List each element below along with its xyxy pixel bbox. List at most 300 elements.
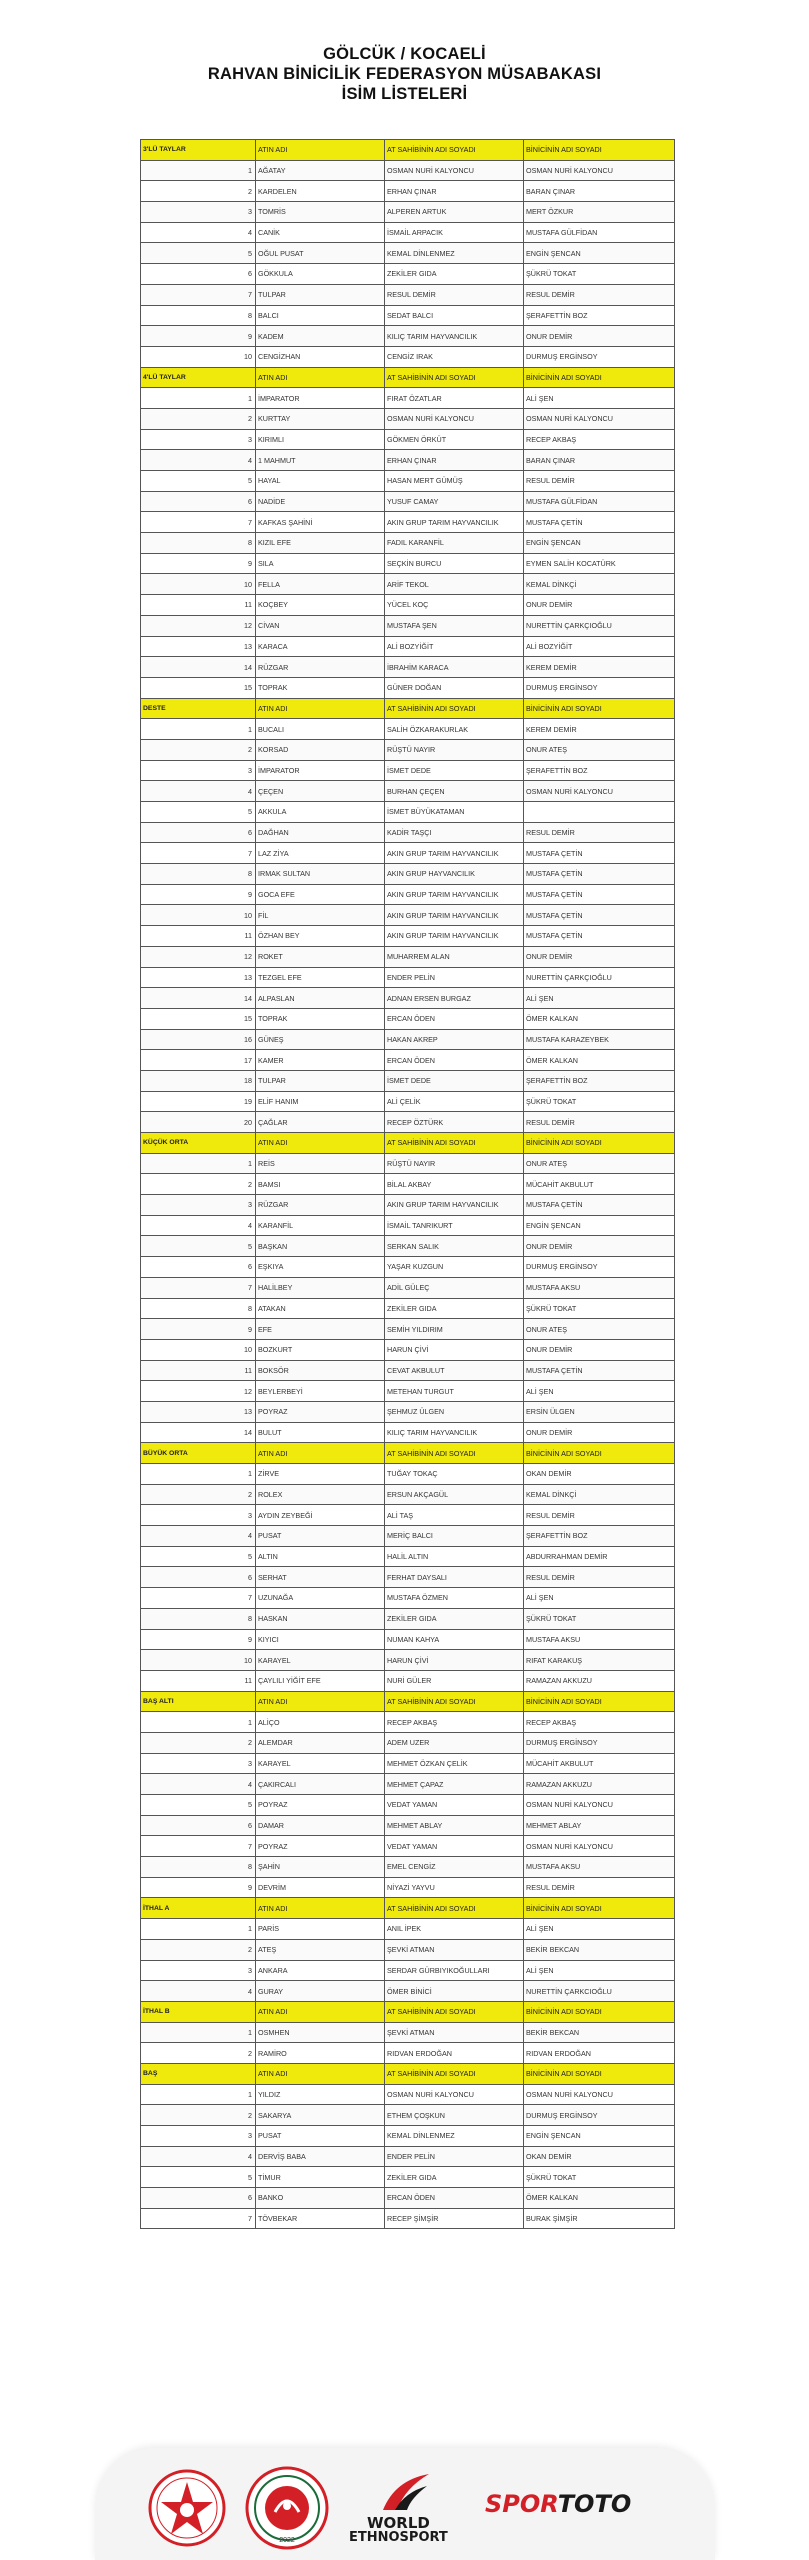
- owner-name: ZEKİLER GIDA: [385, 264, 524, 285]
- owner-name: ANIL İPEK: [385, 1919, 524, 1940]
- table-row: [141, 1670, 675, 1691]
- rider-name: MUSTAFA ÇETİN: [524, 926, 675, 947]
- horse-name: BANKO: [256, 2188, 385, 2209]
- rider-name: ONUR DEMİR: [524, 1339, 675, 1360]
- table-row: [141, 677, 675, 698]
- horse-name: DEVRİM: [256, 1877, 385, 1898]
- row-number: 4: [141, 1215, 256, 1236]
- horse-name: ELİF HANIM: [256, 1091, 385, 1112]
- row-number: 2: [141, 181, 256, 202]
- row-number: 8: [141, 864, 256, 885]
- row-number: 8: [141, 533, 256, 554]
- table-row: [141, 1360, 675, 1381]
- row-number: 7: [141, 1836, 256, 1857]
- category-name: 3'LÜ TAYLAR: [141, 140, 256, 161]
- rider-name: NURETTİN ÇARKCIOĞLU: [524, 1981, 675, 2002]
- rider-name: OSMAN NURİ KALYONCU: [524, 2084, 675, 2105]
- horse-name: KORSAD: [256, 739, 385, 760]
- horse-name: GOCA EFE: [256, 884, 385, 905]
- owner-name: ERCAN ÖDEN: [385, 2188, 524, 2209]
- column-header-rider: BİNİCİNİN ADI SOYADI: [524, 140, 675, 161]
- ethnosport-flame-icon: [375, 2470, 435, 2514]
- category-name: 4'LÜ TAYLAR: [141, 367, 256, 388]
- horse-name: DERVİŞ BABA: [256, 2146, 385, 2167]
- row-number: 2: [141, 2105, 256, 2126]
- row-number: 7: [141, 1588, 256, 1609]
- table-row: [141, 2167, 675, 2188]
- row-number: 1: [141, 160, 256, 181]
- row-number: 9: [141, 884, 256, 905]
- horse-name: ÇEÇEN: [256, 781, 385, 802]
- row-number: 3: [141, 1505, 256, 1526]
- rider-name: MUSTAFA ÇETİN: [524, 1195, 675, 1216]
- table-row: [141, 843, 675, 864]
- rider-name: RESUL DEMİR: [524, 1505, 675, 1526]
- horse-name: ÇAĞLAR: [256, 1112, 385, 1133]
- rider-name: ERSİN ÜLGEN: [524, 1401, 675, 1422]
- table-row: [141, 636, 675, 657]
- horse-name: BULUT: [256, 1422, 385, 1443]
- rider-name: RESUL DEMİR: [524, 471, 675, 492]
- owner-name: NURİ GÜLER: [385, 1670, 524, 1691]
- horse-name: AYDIN ZEYBEĞİ: [256, 1505, 385, 1526]
- owner-name: ADNAN ERSEN BURGAZ: [385, 988, 524, 1009]
- table-row: [141, 1546, 675, 1567]
- rider-name: OSMAN NURİ KALYONCU: [524, 1795, 675, 1816]
- table-row: [141, 1650, 675, 1671]
- table-row: [141, 512, 675, 533]
- horse-name: ALPASLAN: [256, 988, 385, 1009]
- world-ethnosport-logo: [345, 2470, 485, 2550]
- table-row: [141, 1484, 675, 1505]
- rider-name: ONUR DEMİR: [524, 595, 675, 616]
- table-row: [141, 1277, 675, 1298]
- owner-name: FERHAT DAYSALI: [385, 1567, 524, 1588]
- table-row: [141, 657, 675, 678]
- row-number: 10: [141, 1650, 256, 1671]
- table-row: [141, 1464, 675, 1485]
- table-row: [141, 905, 675, 926]
- owner-name: RESUL DEMİR: [385, 284, 524, 305]
- category-header-row: [141, 1898, 675, 1919]
- column-header-owner: AT SAHİBİNİN ADI SOYADI: [385, 367, 524, 388]
- owner-name: ADEM UZER: [385, 1732, 524, 1753]
- owner-name: HARUN ÇİVİ: [385, 1650, 524, 1671]
- column-header-horse: ATIN ADI: [256, 1898, 385, 1919]
- owner-name: BİLAL AKBAY: [385, 1174, 524, 1195]
- horse-name: DAMAR: [256, 1815, 385, 1836]
- rider-name: RIDVAN ERDOĞAN: [524, 2043, 675, 2064]
- column-header-owner: AT SAHİBİNİN ADI SOYADI: [385, 2063, 524, 2084]
- row-number: 4: [141, 781, 256, 802]
- owner-name: MEHMET ÇAPAZ: [385, 1774, 524, 1795]
- row-number: 6: [141, 1567, 256, 1588]
- rider-name: ONUR ATEŞ: [524, 1153, 675, 1174]
- rider-name: OKAN DEMİR: [524, 2146, 675, 2167]
- category-header-row: [141, 2063, 675, 2084]
- column-header-owner: AT SAHİBİNİN ADI SOYADI: [385, 1691, 524, 1712]
- owner-name: İSMET DEDE: [385, 1070, 524, 1091]
- rider-name: MUSTAFA ÇETİN: [524, 843, 675, 864]
- horse-name: KARAYEL: [256, 1650, 385, 1671]
- entries-table: [140, 139, 675, 2229]
- sportoto-logo: [485, 2490, 631, 2518]
- owner-name: OSMAN NURİ KALYONCU: [385, 408, 524, 429]
- horse-name: SILA: [256, 553, 385, 574]
- table-row: [141, 1422, 675, 1443]
- row-number: 2: [141, 1174, 256, 1195]
- rider-name: ŞERAFETTİN BOZ: [524, 1526, 675, 1547]
- rider-name: BURAK ŞİMŞİR: [524, 2208, 675, 2229]
- rider-name: DURMUŞ ERGİNSOY: [524, 2105, 675, 2126]
- row-number: 11: [141, 926, 256, 947]
- table-row: [141, 1732, 675, 1753]
- column-header-owner: AT SAHİBİNİN ADI SOYADI: [385, 1133, 524, 1154]
- table-row: [141, 264, 675, 285]
- rider-name: NURETTİN ÇARKÇIOĞLU: [524, 967, 675, 988]
- table-row: [141, 1195, 675, 1216]
- category-name: BÜYÜK ORTA: [141, 1443, 256, 1464]
- rider-name: ENGİN ŞENCAN: [524, 243, 675, 264]
- rider-name: OSMAN NURİ KALYONCU: [524, 160, 675, 181]
- rider-name: MUSTAFA ÇETİN: [524, 884, 675, 905]
- horse-name: OĞUL PUSAT: [256, 243, 385, 264]
- table-row: [141, 2126, 675, 2147]
- table-row: [141, 802, 675, 823]
- row-number: 2: [141, 739, 256, 760]
- table-row: [141, 1608, 675, 1629]
- rider-name: RESUL DEMİR: [524, 822, 675, 843]
- row-number: 17: [141, 1050, 256, 1071]
- table-row: [141, 1857, 675, 1878]
- owner-name: ŞEVKİ ATMAN: [385, 2022, 524, 2043]
- row-number: 8: [141, 305, 256, 326]
- table-row: [141, 1939, 675, 1960]
- row-number: 3: [141, 1753, 256, 1774]
- horse-name: KAFKAS ŞAHİNİ: [256, 512, 385, 533]
- owner-name: HARUN ÇİVİ: [385, 1339, 524, 1360]
- table-row: [141, 1174, 675, 1195]
- row-number: 4: [141, 1774, 256, 1795]
- rider-name: RECEP AKBAŞ: [524, 1712, 675, 1733]
- owner-name: İSMET DEDE: [385, 760, 524, 781]
- column-header-owner: AT SAHİBİNİN ADI SOYADI: [385, 140, 524, 161]
- owner-name: ŞEVKİ ATMAN: [385, 1939, 524, 1960]
- horse-name: SERHAT: [256, 1567, 385, 1588]
- column-header-owner: AT SAHİBİNİN ADI SOYADI: [385, 1898, 524, 1919]
- horse-name: OSMHEN: [256, 2022, 385, 2043]
- horse-name: KARAYEL: [256, 1753, 385, 1774]
- table-row: [141, 1795, 675, 1816]
- owner-name: ERHAN ÇINAR: [385, 181, 524, 202]
- horse-name: HALİLBEY: [256, 1277, 385, 1298]
- row-number: 11: [141, 1360, 256, 1381]
- owner-name: EMEL CENGİZ: [385, 1857, 524, 1878]
- rider-name: EYMEN SALİH KOCATÜRK: [524, 553, 675, 574]
- rider-name: ŞERAFETTİN BOZ: [524, 760, 675, 781]
- horse-name: EFE: [256, 1319, 385, 1340]
- column-header-horse: ATIN ADI: [256, 2001, 385, 2022]
- owner-name: ENDER PELİN: [385, 967, 524, 988]
- rider-name: ÖMER KALKAN: [524, 1050, 675, 1071]
- owner-name: ZEKİLER GIDA: [385, 1608, 524, 1629]
- title-event: RAHVAN BİNİCİLİK FEDERASYON MÜSABAKASI: [207, 65, 602, 83]
- row-number: 5: [141, 1546, 256, 1567]
- row-number: 10: [141, 346, 256, 367]
- table-row: [141, 2022, 675, 2043]
- horse-name: ÖZHAN BEY: [256, 926, 385, 947]
- rider-name: ÖMER KALKAN: [524, 2188, 675, 2209]
- row-number: 3: [141, 429, 256, 450]
- column-header-owner: AT SAHİBİNİN ADI SOYADI: [385, 698, 524, 719]
- owner-name: KEMAL DİNLENMEZ: [385, 243, 524, 264]
- horse-name: TULPAR: [256, 284, 385, 305]
- table-row: [141, 739, 675, 760]
- table-row: [141, 2043, 675, 2064]
- horse-name: ATAKAN: [256, 1298, 385, 1319]
- owner-name: KEMAL DİNLENMEZ: [385, 2126, 524, 2147]
- owner-name: AKIN GRUP TARIM HAYVANCILIK: [385, 512, 524, 533]
- row-number: 5: [141, 2167, 256, 2188]
- rider-name: RAMAZAN AKKUZU: [524, 1670, 675, 1691]
- horse-name: POYRAZ: [256, 1401, 385, 1422]
- rider-name: DURMUŞ ERGİNSOY: [524, 1257, 675, 1278]
- row-number: 15: [141, 1008, 256, 1029]
- owner-name: RECEP AKBAŞ: [385, 1712, 524, 1733]
- horse-name: GURAY: [256, 1981, 385, 2002]
- horse-name: BOKSÖR: [256, 1360, 385, 1381]
- row-number: 5: [141, 802, 256, 823]
- row-number: 4: [141, 222, 256, 243]
- category-header-row: [141, 367, 675, 388]
- owner-name: ETHEM ÇOŞKUN: [385, 2105, 524, 2126]
- row-number: 6: [141, 822, 256, 843]
- row-number: 19: [141, 1091, 256, 1112]
- column-header-horse: ATIN ADI: [256, 1691, 385, 1712]
- rider-name: NURETTİN ÇARKÇIOĞLU: [524, 615, 675, 636]
- horse-name: PUSAT: [256, 2126, 385, 2147]
- column-header-owner: AT SAHİBİNİN ADI SOYADI: [385, 2001, 524, 2022]
- horse-name: BEYLERBEYİ: [256, 1381, 385, 1402]
- horse-name: İMPARATOR: [256, 760, 385, 781]
- row-number: 1: [141, 2084, 256, 2105]
- owner-name: NİYAZİ YAYVU: [385, 1877, 524, 1898]
- horse-name: TOMRİS: [256, 202, 385, 223]
- rider-name: MUSTAFA AKSU: [524, 1857, 675, 1878]
- rider-name: KEREM DEMİR: [524, 657, 675, 678]
- owner-name: KILIÇ TARIM HAYVANCILIK: [385, 326, 524, 347]
- owner-name: NUMAN KAHYA: [385, 1629, 524, 1650]
- table-row: [141, 967, 675, 988]
- owner-name: MEHMET ÖZKAN ÇELİK: [385, 1753, 524, 1774]
- row-number: 12: [141, 946, 256, 967]
- owner-name: ERCAN ÖDEN: [385, 1050, 524, 1071]
- rider-name: ŞERAFETTİN BOZ: [524, 1070, 675, 1091]
- rider-name: BEKİR BEKCAN: [524, 1939, 675, 1960]
- owner-name: ERCAN ÖDEN: [385, 1008, 524, 1029]
- row-number: 1: [141, 1919, 256, 1940]
- owner-name: AKIN GRUP TARIM HAYVANCILIK: [385, 884, 524, 905]
- row-number: 5: [141, 243, 256, 264]
- owner-name: İSMAİL ARPACIK: [385, 222, 524, 243]
- owner-name: VEDAT YAMAN: [385, 1795, 524, 1816]
- horse-name: TULPAR: [256, 1070, 385, 1091]
- rider-name: ALİ ŞEN: [524, 1588, 675, 1609]
- table-row: [141, 1774, 675, 1795]
- category-name: BAŞ ALTI: [141, 1691, 256, 1712]
- horse-name: ATEŞ: [256, 1939, 385, 1960]
- row-number: 6: [141, 264, 256, 285]
- owner-name: METEHAN TURGUT: [385, 1381, 524, 1402]
- owner-name: HALİL ALTIN: [385, 1546, 524, 1567]
- owner-name: FIRAT ÖZATLAR: [385, 388, 524, 409]
- owner-name: ERHAN ÇINAR: [385, 450, 524, 471]
- rider-name: RECEP AKBAŞ: [524, 429, 675, 450]
- horse-name: EŞKIYA: [256, 1257, 385, 1278]
- rider-name: ONUR DEMİR: [524, 1236, 675, 1257]
- owner-name: SEÇKİN BURCU: [385, 553, 524, 574]
- table-row: [141, 864, 675, 885]
- owner-name: SALİH ÖZKARAKURLAK: [385, 719, 524, 740]
- rider-name: RIFAT KARAKUŞ: [524, 1650, 675, 1671]
- rider-name: DURMUŞ ERGİNSOY: [524, 1732, 675, 1753]
- horse-name: KARDELEN: [256, 181, 385, 202]
- row-number: 9: [141, 553, 256, 574]
- horse-name: KAMER: [256, 1050, 385, 1071]
- table-row: [141, 1526, 675, 1547]
- row-number: 7: [141, 284, 256, 305]
- rider-name: MEHMET ABLAY: [524, 1815, 675, 1836]
- rider-name: MUSTAFA GÜLFİDAN: [524, 491, 675, 512]
- table-row: [141, 326, 675, 347]
- row-number: 1: [141, 719, 256, 740]
- row-number: 20: [141, 1112, 256, 1133]
- row-number: 11: [141, 1670, 256, 1691]
- owner-name: ZEKİLER GIDA: [385, 1298, 524, 1319]
- table-row: [141, 408, 675, 429]
- table-row: [141, 1381, 675, 1402]
- owner-name: HAKAN AKREP: [385, 1029, 524, 1050]
- rider-name: KEMAL DİNKÇİ: [524, 1484, 675, 1505]
- column-header-rider: BİNİCİNİN ADI SOYADI: [524, 1691, 675, 1712]
- row-number: 4: [141, 450, 256, 471]
- row-number: 18: [141, 1070, 256, 1091]
- row-number: 9: [141, 326, 256, 347]
- horse-name: REİS: [256, 1153, 385, 1174]
- rider-name: MUSTAFA ÇETİN: [524, 1360, 675, 1381]
- table-row: [141, 1877, 675, 1898]
- table-row: [141, 243, 675, 264]
- category-name: BAŞ: [141, 2063, 256, 2084]
- column-header-rider: BİNİCİNİN ADI SOYADI: [524, 367, 675, 388]
- row-number: 6: [141, 1257, 256, 1278]
- row-number: 14: [141, 988, 256, 1009]
- row-number: 6: [141, 491, 256, 512]
- column-header-horse: ATIN ADI: [256, 367, 385, 388]
- rider-name: RESUL DEMİR: [524, 1112, 675, 1133]
- row-number: 3: [141, 2126, 256, 2147]
- column-header-horse: ATIN ADI: [256, 698, 385, 719]
- table-row: [141, 1629, 675, 1650]
- column-header-rider: BİNİCİNİN ADI SOYADI: [524, 2063, 675, 2084]
- table-row: [141, 1029, 675, 1050]
- horse-name: BOZKURT: [256, 1339, 385, 1360]
- rider-name: ALİ ŞEN: [524, 388, 675, 409]
- horse-name: KOÇBEY: [256, 595, 385, 616]
- table-row: [141, 1588, 675, 1609]
- column-header-horse: ATIN ADI: [256, 1133, 385, 1154]
- rider-name: ALİ ŞEN: [524, 1960, 675, 1981]
- rider-name: DURMUŞ ERGİNSOY: [524, 677, 675, 698]
- table-row: [141, 781, 675, 802]
- row-number: 3: [141, 760, 256, 781]
- table-row: [141, 615, 675, 636]
- rider-name: ŞÜKRÜ TOKAT: [524, 1608, 675, 1629]
- table-row: [141, 2084, 675, 2105]
- horse-name: BUCALI: [256, 719, 385, 740]
- column-header-horse: ATIN ADI: [256, 2063, 385, 2084]
- horse-name: BALCI: [256, 305, 385, 326]
- rider-name: BARAN ÇINAR: [524, 450, 675, 471]
- row-number: 2: [141, 1484, 256, 1505]
- horse-name: ROKET: [256, 946, 385, 967]
- rider-name: RESUL DEMİR: [524, 284, 675, 305]
- rider-name: ŞÜKRÜ TOKAT: [524, 1091, 675, 1112]
- table-row: [141, 1401, 675, 1422]
- rider-name: OSMAN NURİ KALYONCU: [524, 781, 675, 802]
- row-number: 3: [141, 1195, 256, 1216]
- rider-name: RAMAZAN AKKUZU: [524, 1774, 675, 1795]
- horse-name: DAĞHAN: [256, 822, 385, 843]
- rider-name: BEKİR BEKCAN: [524, 2022, 675, 2043]
- rider-name: MUSTAFA KARAZEYBEK: [524, 1029, 675, 1050]
- row-number: 10: [141, 1339, 256, 1360]
- row-number: 11: [141, 595, 256, 616]
- rider-name: MERT ÖZKUR: [524, 202, 675, 223]
- row-number: 4: [141, 2146, 256, 2167]
- owner-name: KILIÇ TARIM HAYVANCILIK: [385, 1422, 524, 1443]
- row-number: 14: [141, 657, 256, 678]
- row-number: 5: [141, 1795, 256, 1816]
- table-row: [141, 1981, 675, 2002]
- row-number: 10: [141, 574, 256, 595]
- horse-name: ALEMDAR: [256, 1732, 385, 1753]
- rider-name: ŞÜKRÜ TOKAT: [524, 264, 675, 285]
- owner-name: ENDER PELİN: [385, 2146, 524, 2167]
- rider-name: MUSTAFA AKSU: [524, 1629, 675, 1650]
- table-row: [141, 1319, 675, 1340]
- horse-name: BAMSI: [256, 1174, 385, 1195]
- horse-name: RAMİRO: [256, 2043, 385, 2064]
- horse-name: KIRIMLI: [256, 429, 385, 450]
- rider-name: ENGİN ŞENCAN: [524, 2126, 675, 2147]
- column-header-rider: BİNİCİNİN ADI SOYADI: [524, 1898, 675, 1919]
- owner-name: CENGİZ IRAK: [385, 346, 524, 367]
- table-row: [141, 760, 675, 781]
- owner-name: GÖKMEN ÖRKÜT: [385, 429, 524, 450]
- horse-name: CENGİZHAN: [256, 346, 385, 367]
- row-number: 2: [141, 1732, 256, 1753]
- horse-name: ŞAHİN: [256, 1857, 385, 1878]
- owner-name: SERKAN SALIK: [385, 1236, 524, 1257]
- table-row: [141, 1339, 675, 1360]
- row-number: 10: [141, 905, 256, 926]
- rider-name: BARAN ÇINAR: [524, 181, 675, 202]
- rider-name: OKAN DEMİR: [524, 1464, 675, 1485]
- owner-name: TUĞAY TOKAÇ: [385, 1464, 524, 1485]
- rider-name: ENGİN ŞENCAN: [524, 533, 675, 554]
- horse-name: FİL: [256, 905, 385, 926]
